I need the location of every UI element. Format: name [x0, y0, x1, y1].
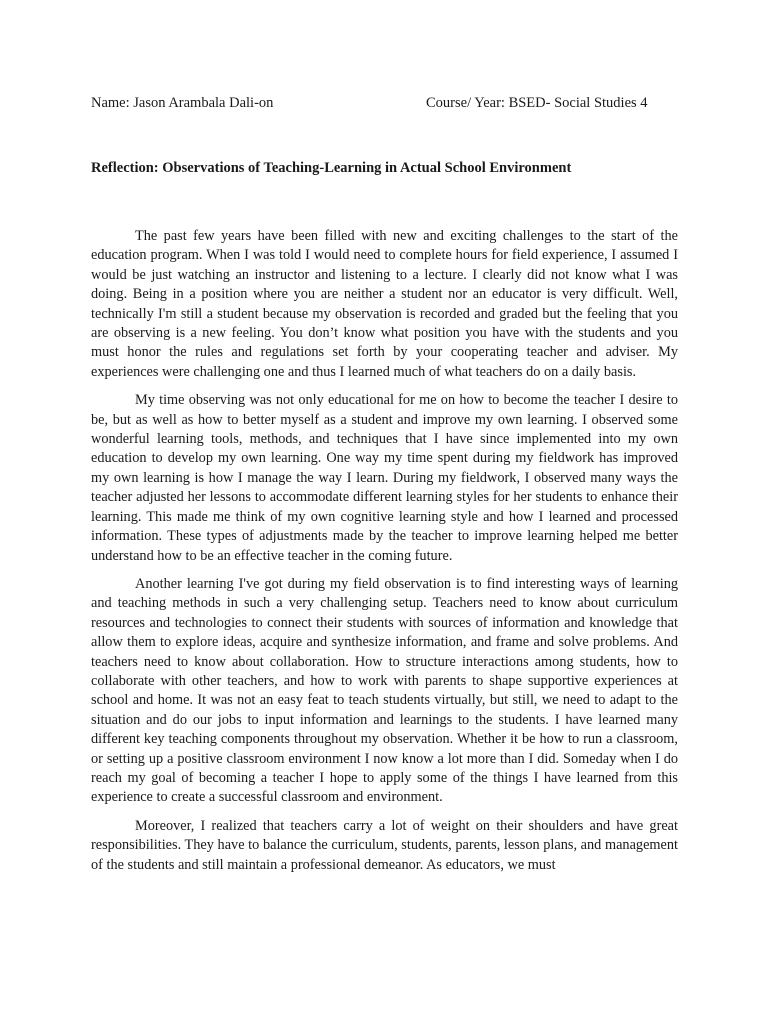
- paragraph-4: Moreover, I realized that teachers carry a lot of weight on their shoulders and have great responsibilities. They have to balance the curriculum, students, parents, lesson plans, and management of the students and still maintain a professional demeanor. As educators, we must: [91, 817, 678, 873]
- course-year: Course/ Year: BSED- Social Studies 4: [426, 95, 648, 111]
- paragraph-2: My time observing was not only educational for me on how to become the teacher I desire to be, but as well as how to better myself as a student and improve my own learning. I observed some wonderful learning tools, methods, and techniques that I have since implemented into my own education to develop my own learning. One way my time spent during my fieldwork has improved my own learning is how I manage the way I learn. During my fieldwork, I observed many ways the teacher adjusted her lessons to accommodate different learning styles for her students to enhance their learning. This made me think of my own cognitive learning style and how I learned and processed information. These types of adjustments made by the teacher to improve learning helped me better understand how to be an effective teacher in the coming future.: [91, 392, 678, 564]
- body-text: [91, 227, 678, 884]
- header-line: [91, 93, 691, 113]
- paragraph-3: Another learning I've got during my field observation is to find interesting ways of learning and teaching methods in such a very challenging setup. Teachers need to know about curriculum resources and technologies to connect their students with sources of information and knowledge that allow them to explore ideas, acquire and synthesize information, and frame and solve problems. And teachers need to know about collaboration. How to structure interactions among students, how to collaborate with other teachers, and how to work with parents to shape supportive experiences at school and home. It was not an easy feat to teach students virtually, but still, we need to adapt to the situation and do our jobs to input information and learnings to the students. I have learned many different key teaching components throughout my observation. Whether it be how to run a classroom, or setting up a positive classroom environment I now know a lot more than I did. Someday when I do reach my goal of becoming a teacher I hope to apply some of the things I have learned from this experience to create a successful classroom and environment.: [91, 575, 678, 806]
- student-name: Name: Jason Arambala Dali-on: [91, 95, 274, 111]
- reflection-title: Reflection: Observations of Teaching-Learning in Actual School Environment: [91, 160, 572, 176]
- paragraph-1: The past few years have been filled with new and exciting challenges to the start of the education program. When I was told I would need to complete hours for field experience, I assumed I would be just watching an instructor and listening to a lecture. I clearly did not know what I was doing. Being in a position where you are neither a student nor an educator is very difficult. Well, technically I'm still a student because my observation is recorded and graded but the feeling that you are observing is a new feeling. You don’t know what position you have with the students and you must honor the rules and regulations set forth by your cooperating teacher and adviser. My experiences were challenging one and thus I learned much of what teachers do on a daily basis.: [91, 228, 678, 380]
